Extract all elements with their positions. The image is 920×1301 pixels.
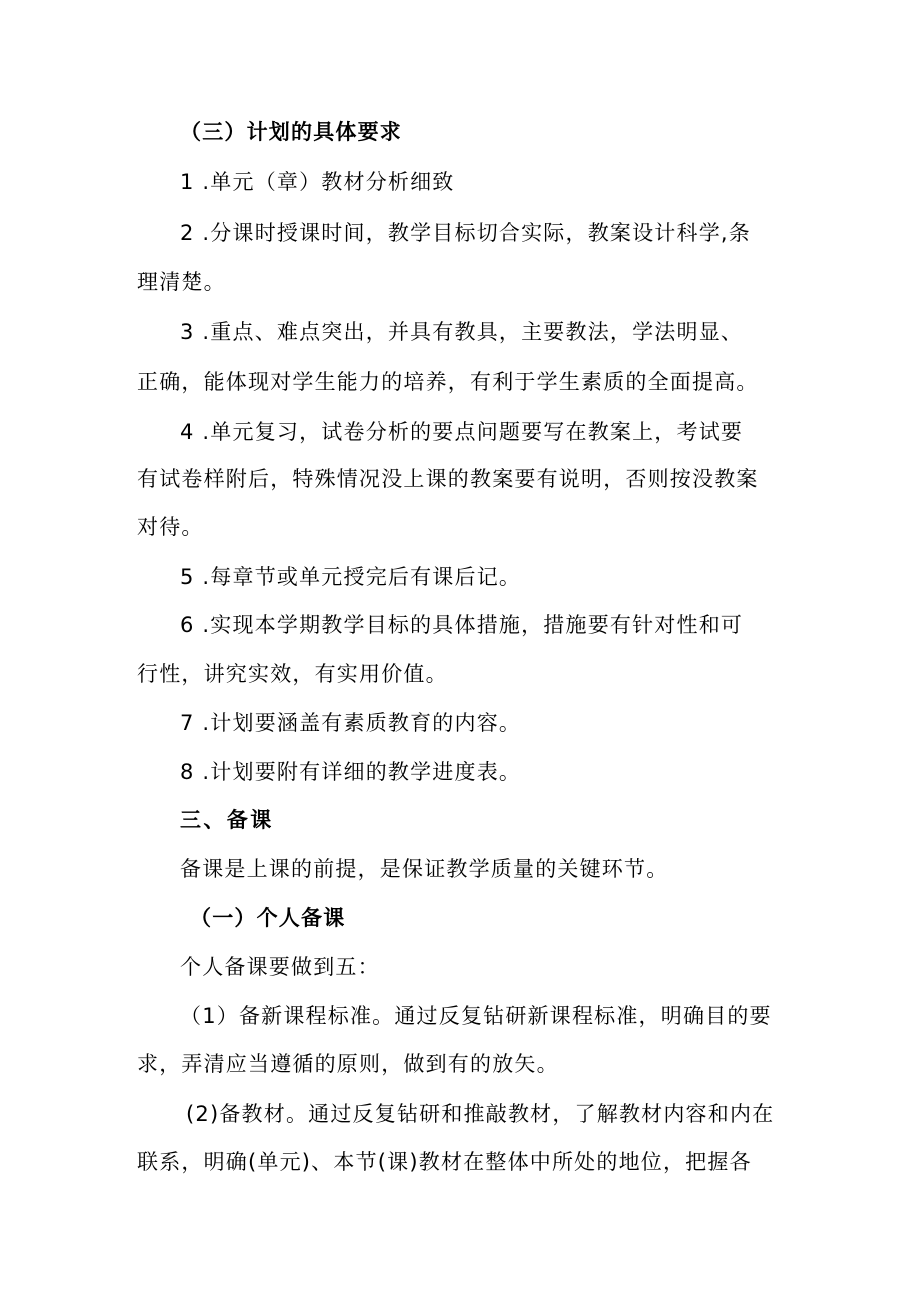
point-line: （1）备新课程标准。通过反复钻研新课程标准，明确目的要 <box>180 1004 772 1028</box>
point-line: 联系，明确(单元)、本节(课)教材在整体中所处的地位，把握各 <box>137 1150 752 1174</box>
paragraph-line: 备课是上课的前提，是保证教学质量的关键环节。 <box>180 857 669 881</box>
list-item-line: 6 .实现本学期教学目标的具体措施，措施要有针对性和可 <box>180 613 744 637</box>
list-item-line: 正确，能体现对学生能力的培养，有利于学生素质的全面提高。 <box>137 370 759 394</box>
chapter-heading: 三、备课 <box>180 808 274 832</box>
list-item-line: 2 .分课时授课时间，教学目标切合实际，教案设计科学,条 <box>180 221 751 245</box>
list-item-line: 行性，讲究实效，有实用价值。 <box>137 662 448 686</box>
list-item-line: 7 .计划要涵盖有素质教育的内容。 <box>180 711 522 735</box>
list-item-line: 8 .计划要附有详细的教学进度表。 <box>180 760 522 784</box>
point-line: 求，弄清应当遵循的原则，做到有的放矢。 <box>137 1052 559 1076</box>
subsection-heading: （一）个人备课 <box>190 906 346 930</box>
list-item-line: 1 .单元（章）教材分析细致 <box>180 170 455 194</box>
list-item-line: 理清楚。 <box>137 270 226 294</box>
list-item-line: 5 .每章节或单元授完后有课后记。 <box>180 565 522 589</box>
paragraph-line: 个人备课要做到五： <box>180 955 380 979</box>
list-item-line: 对待。 <box>137 515 204 539</box>
section-heading: （三）计划的具体要求 <box>180 120 402 144</box>
list-item-line: 4 .单元复习，试卷分析的要点问题要写在教案上，考试要 <box>180 420 744 444</box>
point-line: (2)备教材。通过反复钻研和推敲教材，了解教材内容和内在 <box>186 1102 775 1126</box>
list-item-line: 3 .重点、难点突出，并具有教具，主要教法，学法明显、 <box>180 320 744 344</box>
list-item-line: 有试卷样附后，特殊情况没上课的教案要有说明，否则按没教案 <box>137 467 759 491</box>
